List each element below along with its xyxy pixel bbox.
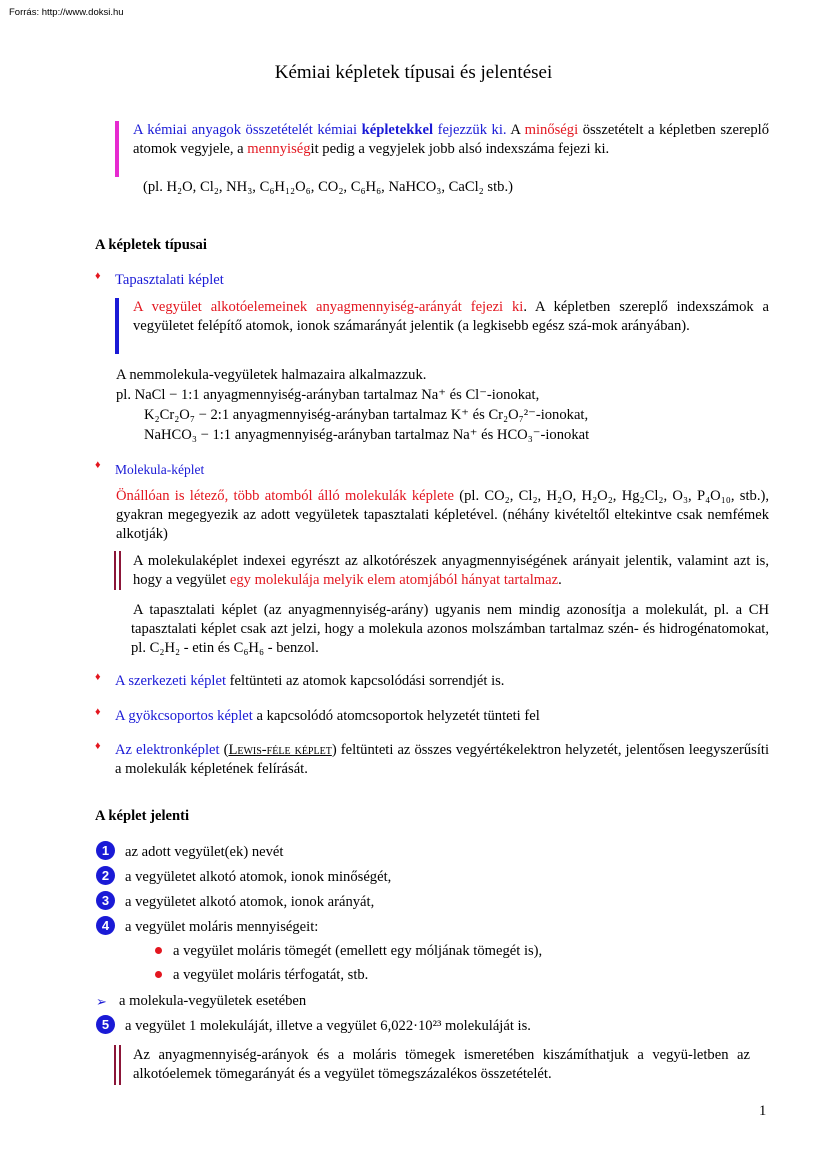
number-badge-icon: 3 xyxy=(96,891,115,910)
intro-paragraph: A kémiai anyagok összetételét kémiai képletekkel fejezzük ki. A minőségi összetételt a képletben szereplő atomok vegyjele, a mennyiségit pedig a vegyjelek jobb alsó indexszáma fejezi ki. xyxy=(133,122,769,157)
section-heading-meaning: A képlet jelenti xyxy=(95,808,190,824)
tapasztalati-example-3: NaHCO₃ − 1:1 anyagmennyiség-arányban tartalmaz Na⁺ és HCO₃⁻-ionokat xyxy=(144,427,590,443)
final-bar-right xyxy=(119,1045,121,1085)
diamond-bullet-icon: ♦ xyxy=(95,270,101,282)
number-badge-icon: 5 xyxy=(96,1015,115,1034)
meaning-item-5: a vegyület 1 molekuláját, illetve a vegyület 6,022·10²³ molekuláját is. xyxy=(125,1018,531,1034)
molekula-vegyuletek-line: a molekula-vegyületek esetében xyxy=(119,993,307,1009)
diamond-bullet-icon: ♦ xyxy=(95,706,101,718)
gyok-line: A gyökcsoportos képlet a kapcsolódó atomcsoportok helyzetét tünteti fel xyxy=(115,708,540,724)
meaning-item-3: a vegyületet alkotó atomok, ionok arányát, xyxy=(125,894,375,910)
szerkezeti-line: A szerkezeti képlet feltünteti az atomok kapcsolódási sorrendjét is. xyxy=(115,673,505,689)
tapasztalati-bar xyxy=(115,298,119,354)
page-number: 1 xyxy=(759,1103,767,1119)
meaning-subitem-2: a vegyület moláris térfogatát, stb. xyxy=(173,967,369,983)
diamond-bullet-icon: ♦ xyxy=(95,740,101,752)
molekula-note-1: A molekulaképlet indexei egyrészt az alkotórészek anyagmennyiségének arányait jelentik, valamint azt is, hogy a vegyület egy molekulája melyik elem atomjából hányat tartalmaz. xyxy=(133,553,769,588)
number-badge-icon: 2 xyxy=(96,866,115,885)
intro-examples: (pl. H₂O, Cl₂, NH₃, C₆H₁₂O₆, CO₂, C₆H₆, NaHCO₃, CaCl₂ stb.) xyxy=(143,179,513,195)
molekula-label: Molekula-képlet xyxy=(115,462,205,477)
final-bar-left xyxy=(114,1045,116,1085)
source-label: Forrás: http://www.doksi.hu xyxy=(9,7,124,18)
elektron-paragraph: Az elektronképlet (Lewis-féle képlet) feltünteti az összes vegyértékelektron helyzetét, jelentősen leegyszerűsíti a molekulák képletének felírását. xyxy=(115,742,769,777)
diamond-bullet-icon: ♦ xyxy=(95,459,101,471)
meaning-item-4: a vegyület moláris mennyiségeit: xyxy=(125,919,319,935)
diamond-bullet-icon: ♦ xyxy=(95,671,101,683)
tapasztalati-example-2: K₂Cr₂O₇ − 2:1 anyagmennyiség-arányban tartalmaz K⁺ és Cr₂O₇²⁻-ionokat, xyxy=(144,407,589,423)
molekula-definition: Önállóan is létező, több atomból álló molekulák képlete (pl. CO₂, Cl₂, H₂O, H₂O₂, Hg₂Cl₂, O₃, P₄O₁₀, stb.), gyakran megegyezik az adott vegyületek tapasztalati képletével. (néhány kivételtől eltekintve csak nemfémek alkotják) xyxy=(116,488,769,542)
tapasztalati-usage: A nemmolekula-vegyületek halmazaira alkalmazzuk. xyxy=(116,367,427,383)
meaning-item-1: az adott vegyület(ek) nevét xyxy=(125,844,284,860)
meaning-item-2: a vegyületet alkotó atomok, ionok minőségét, xyxy=(125,869,392,885)
molekula-note-2: A tapasztalati képlet (az anyagmennyiség-arány) ugyanis nem mindig azonosítja a molekulát, pl. a CH tapasztalati képlet csak azt jelzi, hogy a molekula azonos molszámban tartalmaz szén- és hidrogénatomokat, pl. C₂H₂ - etin és C₆H₆ - benzol. xyxy=(131,602,769,656)
intro-bar xyxy=(115,121,119,177)
red-dot-icon xyxy=(155,971,162,978)
number-badge-icon: 1 xyxy=(96,841,115,860)
meaning-subitem-1: a vegyület moláris tömegét (emellett egy móljának tömegét is), xyxy=(173,943,543,959)
final-paragraph: Az anyagmennyiség-arányok és a moláris tömegek ismeretében kiszámíthatjuk a vegyü-letben az alkotóelemek tömegarányát és a vegyület tömegszázalékos összetételét. xyxy=(133,1047,750,1082)
tapasztalati-definition: A vegyület alkotóelemeinek anyagmennyiség-arányát fejezi ki. A képletben szereplő indexszámok a vegyületet felépítő atomok, ionok számarányát jelentik (a legkisebb egész szá-mok arányában). xyxy=(133,299,769,334)
molekula-bar-left xyxy=(114,551,116,590)
lewis-link[interactable]: Lewis-féle képlet xyxy=(228,742,332,758)
arrow-bullet-icon: ➢ xyxy=(96,994,107,1009)
page-title: Kémiai képletek típusai és jelentései xyxy=(274,62,553,83)
section-heading-types: A képletek típusai xyxy=(95,237,207,253)
tapasztalati-label: Tapasztalati képlet xyxy=(115,272,224,288)
red-dot-icon xyxy=(155,947,162,954)
molekula-bar-right xyxy=(119,551,121,590)
number-badge-icon: 4 xyxy=(96,916,115,935)
tapasztalati-example-1: pl. NaCl − 1:1 anyagmennyiség-arányban tartalmaz Na⁺ és Cl⁻-ionokat, xyxy=(116,387,540,403)
